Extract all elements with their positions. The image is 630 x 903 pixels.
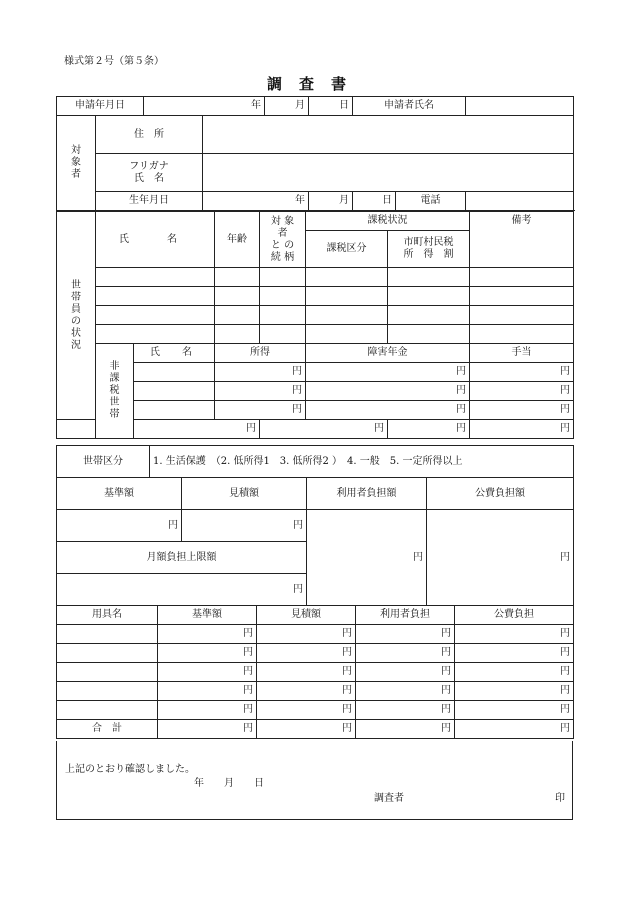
table-row bbox=[57, 268, 574, 287]
member-relation-header: 対 象 者 と の 続 柄 bbox=[260, 212, 306, 268]
user-burden-header: 利用者負担額 bbox=[307, 478, 427, 510]
estimate-amount-header: 見積額 bbox=[182, 478, 307, 510]
item-standard-header: 基準額 bbox=[158, 606, 257, 625]
application-date-label: 申請年月日 bbox=[57, 97, 144, 116]
member-age-header: 年齢 bbox=[215, 212, 260, 268]
table-row: 円 円 円 円 bbox=[57, 625, 574, 644]
household-class-label: 世帯区分 bbox=[57, 446, 150, 478]
birth-day[interactable]: 日 bbox=[353, 192, 396, 211]
nontax-label: 非 課 税 世 帯 bbox=[96, 344, 134, 439]
furigana-name-label: フリガナ 氏 名 bbox=[96, 154, 203, 192]
estimate-amount-field[interactable]: 円 bbox=[182, 510, 307, 542]
nontax-income-header: 所得 bbox=[215, 344, 306, 363]
monthly-limit-field[interactable]: 円 bbox=[57, 574, 307, 606]
phone-label: 電話 bbox=[396, 192, 466, 211]
confirmation-text: 上記のとおり確認しました。 bbox=[65, 764, 195, 775]
address-field[interactable] bbox=[203, 116, 574, 154]
public-burden-header: 公費負担額 bbox=[427, 478, 574, 510]
birth-year[interactable]: 年 bbox=[203, 192, 309, 211]
table-row: 円 円 円 bbox=[57, 382, 574, 401]
remarks-header: 備考 bbox=[470, 212, 574, 268]
table-row bbox=[57, 306, 574, 325]
household-label: 世 帯 員 の 状 況 bbox=[57, 212, 96, 420]
confirmation-date[interactable]: 年 月 日 bbox=[194, 778, 264, 789]
table-row: 円 円 円 bbox=[57, 401, 574, 420]
tax-status-header: 課税状況 bbox=[306, 212, 470, 231]
tax-income-header: 市町村民税 所 得 割 bbox=[388, 231, 470, 268]
application-date-year[interactable]: 年 bbox=[144, 97, 265, 116]
household-class-options[interactable]: 1. 生活保護 （2. 低所得1 3. 低所得2 ） 4. 一般 5. 一定所得以上 bbox=[150, 446, 574, 478]
page-title: 調査書 bbox=[266, 75, 363, 93]
household-table bbox=[56, 211, 574, 439]
nontax-name-header: 氏 名 bbox=[134, 344, 215, 363]
item-name-header: 用具名 bbox=[57, 606, 158, 625]
table-row: 円 円 円 円 bbox=[57, 420, 574, 439]
standard-amount-header: 基準額 bbox=[57, 478, 182, 510]
application-date-day[interactable]: 日 bbox=[309, 97, 353, 116]
items-table bbox=[56, 605, 574, 739]
seal-label: 印 bbox=[555, 793, 565, 804]
standard-amount-field[interactable]: 円 bbox=[57, 510, 182, 542]
tax-class-header: 課税区分 bbox=[306, 231, 388, 268]
application-date-month[interactable]: 月 bbox=[265, 97, 309, 116]
item-user-header: 利用者負担 bbox=[356, 606, 455, 625]
nontax-allowance-header: 手当 bbox=[470, 344, 574, 363]
birth-date-label: 生年月日 bbox=[96, 192, 203, 211]
table-row bbox=[57, 287, 574, 306]
nontax-pension-header: 障害年金 bbox=[306, 344, 470, 363]
monthly-limit-header: 月額負担上限額 bbox=[57, 542, 307, 574]
member-name-header: 氏 名 bbox=[96, 212, 215, 268]
item-estimate-header: 見積額 bbox=[257, 606, 356, 625]
applicant-name-label: 申請者氏名 bbox=[353, 97, 466, 116]
confirmation-box bbox=[56, 741, 573, 820]
subject-table bbox=[56, 96, 574, 211]
phone-field[interactable] bbox=[466, 192, 574, 211]
table-row: 円 円 円 bbox=[57, 363, 574, 382]
item-public-header: 公費負担 bbox=[455, 606, 574, 625]
table-row: 円 円 円 円 bbox=[57, 701, 574, 720]
burden-table bbox=[56, 445, 574, 606]
table-row bbox=[57, 325, 574, 344]
birth-month[interactable]: 月 bbox=[309, 192, 353, 211]
investigator-label: 調査者 bbox=[374, 793, 404, 804]
table-row: 円 円 円 円 bbox=[57, 644, 574, 663]
subject-name-field[interactable] bbox=[203, 154, 574, 192]
subject-label: 対 象 者 bbox=[57, 116, 96, 211]
table-row: 合 計 円 円 円 円 bbox=[57, 720, 574, 739]
applicant-name-field[interactable] bbox=[466, 97, 574, 116]
form-number: 様式第２号（第５条） bbox=[64, 56, 164, 67]
items-total-label: 合 計 bbox=[57, 720, 158, 739]
table-row: 円 円 円 円 bbox=[57, 682, 574, 701]
user-burden-field[interactable]: 円 bbox=[307, 510, 427, 606]
table-row: 円 円 円 円 bbox=[57, 663, 574, 682]
address-label: 住 所 bbox=[96, 116, 203, 154]
public-burden-field[interactable]: 円 bbox=[427, 510, 574, 606]
